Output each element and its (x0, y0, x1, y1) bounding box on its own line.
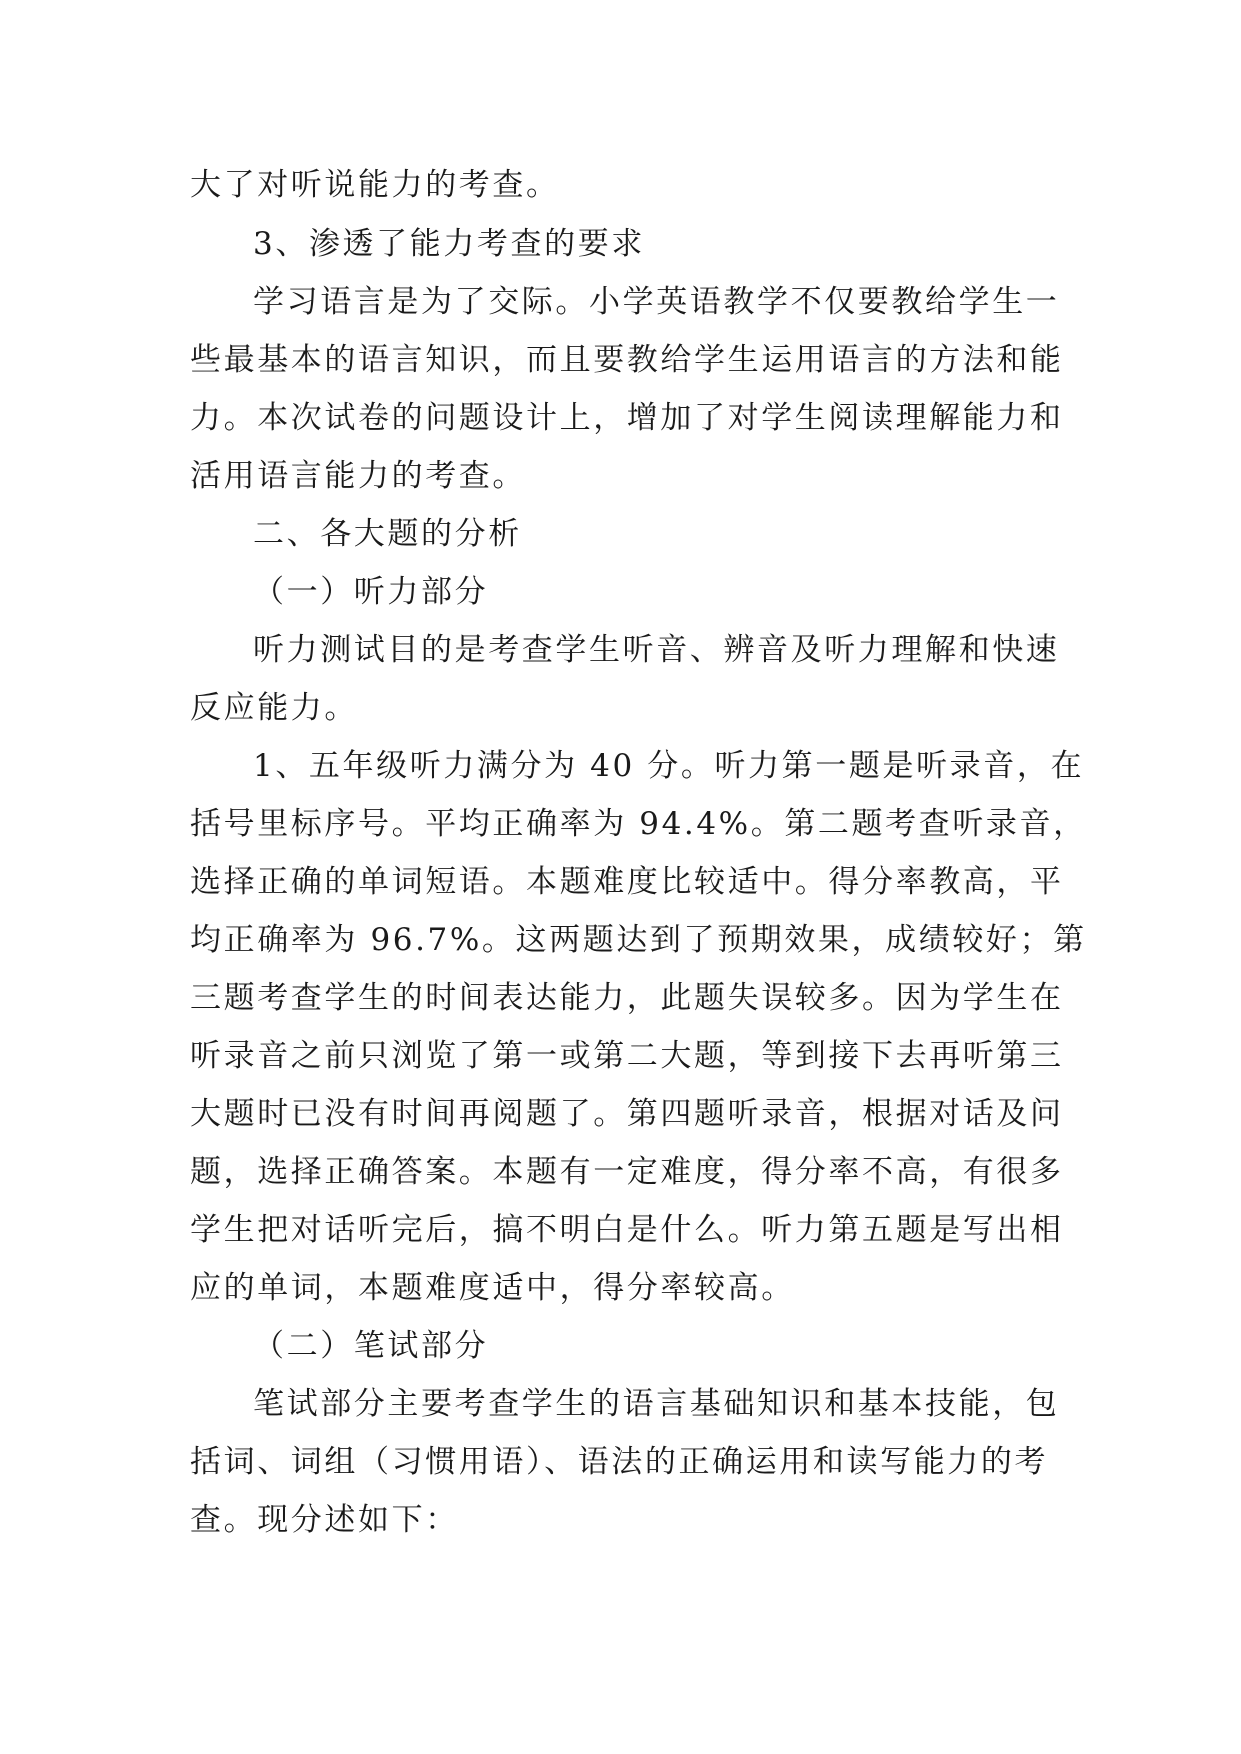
paragraph-line: 选择正确的单词短语。本题难度比较适中。得分率教高，平 (190, 864, 1064, 900)
paragraph-line: 力。本次试卷的问题设计上，增加了对学生阅读理解能力和 (190, 400, 1064, 436)
paragraph-line: 题，选择正确答案。本题有一定难度，得分率不高，有很多 (190, 1154, 1064, 1190)
section-heading: 二、各大题的分析 (253, 516, 522, 552)
paragraph-line: 学习语言是为了交际。小学英语教学不仅要教给学生一 (253, 284, 1060, 320)
paragraph-line: 笔试部分主要考查学生的语言基础知识和基本技能，包 (253, 1386, 1060, 1422)
paragraph-line: 活用语言能力的考查。 (190, 458, 526, 494)
paragraph-line: 三题考查学生的时间表达能力，此题失误较多。因为学生在 (190, 980, 1064, 1016)
subsection-heading: （一）听力部分 (253, 574, 489, 610)
paragraph-line: 均正确率为 96.7%。这两题达到了预期效果，成绩较好；第 (190, 922, 1087, 958)
section-heading: 3、渗透了能力考查的要求 (253, 226, 645, 262)
subsection-heading: （二）笔试部分 (253, 1328, 489, 1364)
paragraph-line: 括号里标序号。平均正确率为 94.4%。第二题考查听录音， (190, 806, 1087, 842)
paragraph-line: 大了对听说能力的考查。 (190, 167, 560, 203)
paragraph-line: 学生把对话听完后，搞不明白是什么。听力第五题是写出相 (190, 1212, 1064, 1248)
paragraph-line: 括词、词组（习惯用语）、语法的正确运用和读写能力的考 (190, 1444, 1049, 1480)
paragraph-line: 查。现分述如下： (190, 1502, 459, 1538)
paragraph-line: 1、五年级听力满分为 40 分。听力第一题是听录音，在 (253, 748, 1085, 784)
paragraph-line: 大题时已没有时间再阅题了。第四题听录音，根据对话及问 (190, 1096, 1064, 1132)
paragraph-line: 听力测试目的是考查学生听音、辨音及听力理解和快速 (253, 632, 1060, 668)
paragraph-line: 反应能力。 (190, 690, 358, 726)
paragraph-line: 应的单词，本题难度适中，得分率较高。 (190, 1270, 795, 1306)
paragraph-line: 些最基本的语言知识，而且要教给学生运用语言的方法和能 (190, 342, 1064, 378)
paragraph-line: 听录音之前只浏览了第一或第二大题，等到接下去再听第三 (190, 1038, 1064, 1074)
